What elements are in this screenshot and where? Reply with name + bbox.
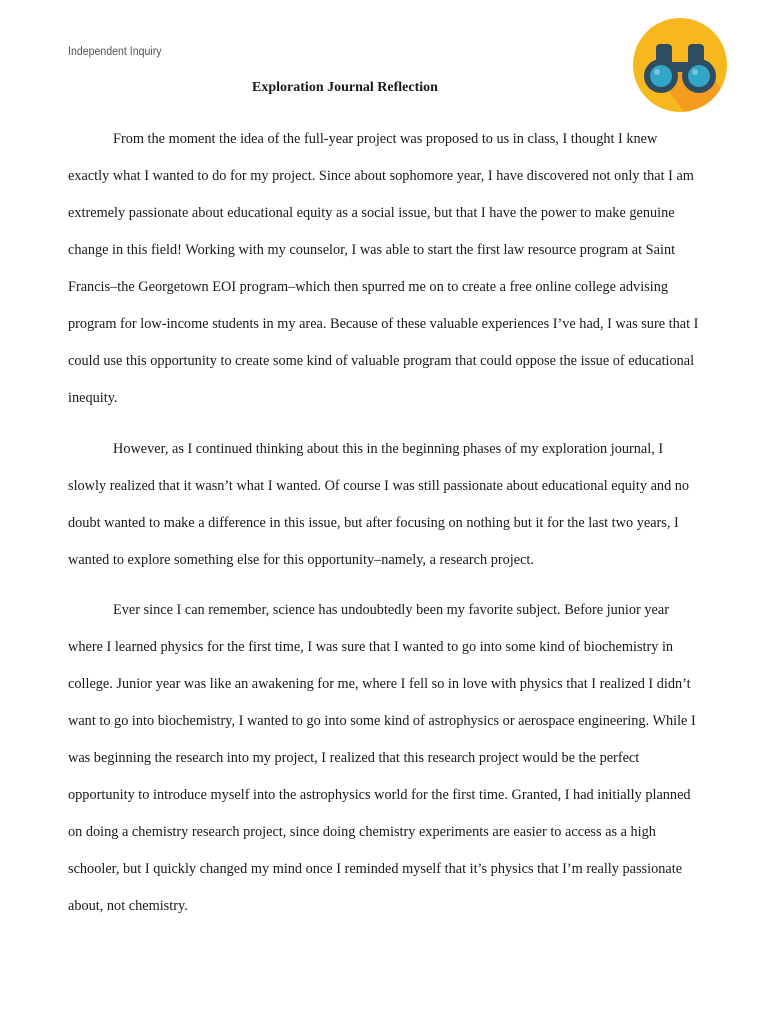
paragraph-1: From the moment the idea of the full-year project was proposed to us in class, I thought I knew exactly what I wanted to do for my project. Since about sophomore year, I have discovered not only that I am extremely passionate about educational equity as a social issue, but that I have the power to make genuine change in this field! Working with my counselor, I was able to start the first law resource program at Saint Francis–the Georgetown EOI program–which then spurred me on to create a free online college advising program for low-income students in my area. Because of these valuable experiences I’ve had, I was sure that I could use this opportunity to create some kind of valuable program that could oppose the issue of educational inequity. [68,131,699,406]
paragraph-2: However, as I continued thinking about this in the beginning phases of my exploration journal, I slowly realized that it wasn’t what I wanted. Of course I was still passionate about educational equity and no doubt wanted to make a difference in this issue, but after focusing on nothing but it for the last two years, I wanted to explore something else for this opportunity–namely, a research project. [68,440,690,568]
document-body [68,121,701,939]
binoculars-icon [633,18,727,112]
document-title: Exploration Journal Reflection [252,80,438,95]
header-label: Independent Inquiry [68,46,162,58]
paragraph-3: Ever since I can remember, science has undoubtedly been my favorite subject. Before junior year where I learned physics for the first time, I was sure that I wanted to go into some kind of biochemistry in college. Junior year was like an awakening for me, where I fell so in love with physics that I realized I didn’t want to go into biochemistry, I wanted to go into some kind of astrophysics or aerospace engineering. While I was beginning the research into my project, I realized that this research project would be the perfect opportunity to introduce myself into the astrophysics world for the first time. Granted, I had initially planned on doing a chemistry research project, since doing chemistry experiments are easier to access as a high schooler, but I quickly changed my mind once I reminded myself that it’s physics that I’m really passionate about, not chemistry. [68,602,696,914]
